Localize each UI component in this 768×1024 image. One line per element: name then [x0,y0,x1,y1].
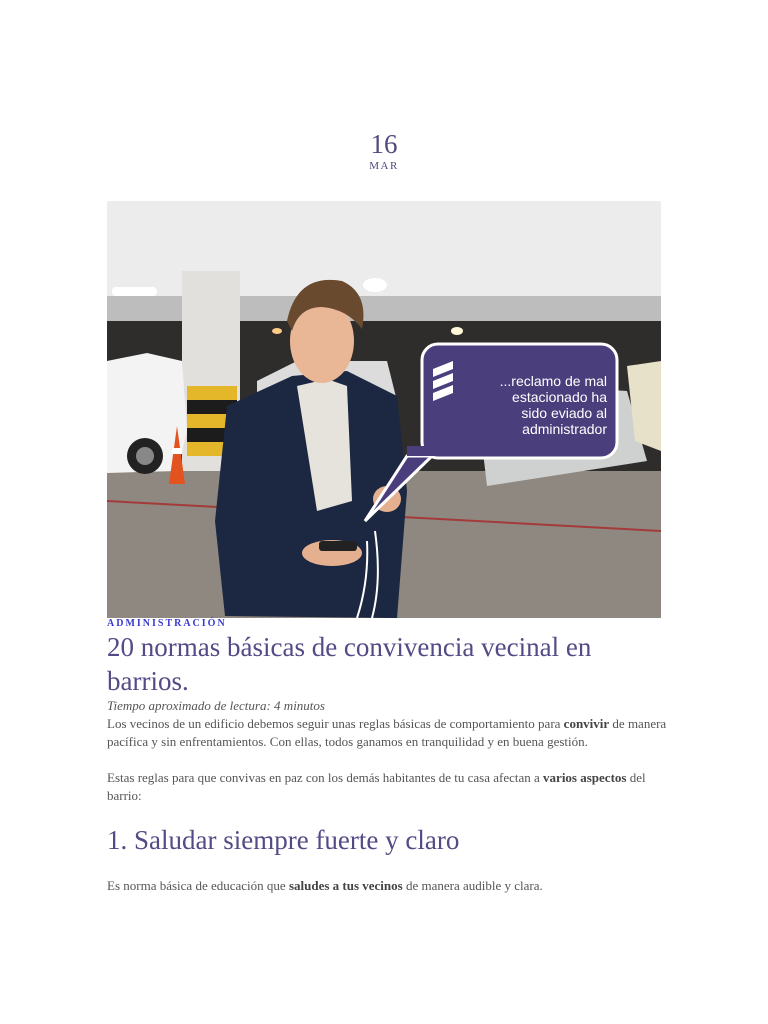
post-date-day: 16 [370,129,398,159]
intro-text-bold: convivir [563,716,610,731]
bubble-line-4: administrador [522,421,607,437]
bubble-line-3: sido eviado al [521,405,607,421]
reading-time: Tiempo aproximado de lectura: 4 minutos [107,698,325,713]
bubble-line-2: estacionado ha [512,389,607,405]
section-1-text-a: Es norma básica de educación que [107,878,289,893]
aspects-paragraph [107,769,667,804]
featured-image [107,201,661,618]
post-date [0,128,768,172]
post-title: 20 normas básicas de convivencia vecinal en barrios. [107,632,592,696]
parking-scene-illustration [107,201,661,618]
section-heading-1: 1. Saludar siempre fuerte y claro [107,825,460,855]
bubble-line-1: ...reclamo de mal [499,373,607,389]
section-1-paragraph [107,877,667,895]
post-category-link[interactable]: ADMINISTRACIÓN [107,618,227,629]
intro-paragraph [107,715,667,750]
intro-text-c: de manera pacífica y sin enfrentamientos. Con ellas, todos ganamos en tranquilidad y en buena gestión. [107,716,667,749]
aspects-text-a: Estas reglas para que convivas en paz con los demás habitantes de tu casa afectan a [107,770,544,785]
aspects-text-c: del barrio: [107,770,646,803]
section-1-text-bold: saludes a tus vecinos [288,878,403,893]
section-1-text-c: de manera audible y clara. [402,878,543,893]
aspects-text-bold: varios aspectos [543,770,627,785]
post-date-month: MAR [369,160,399,172]
intro-text-a: Los vecinos de un edificio debemos seguir unas reglas básicas de comportamiento para [107,716,564,731]
